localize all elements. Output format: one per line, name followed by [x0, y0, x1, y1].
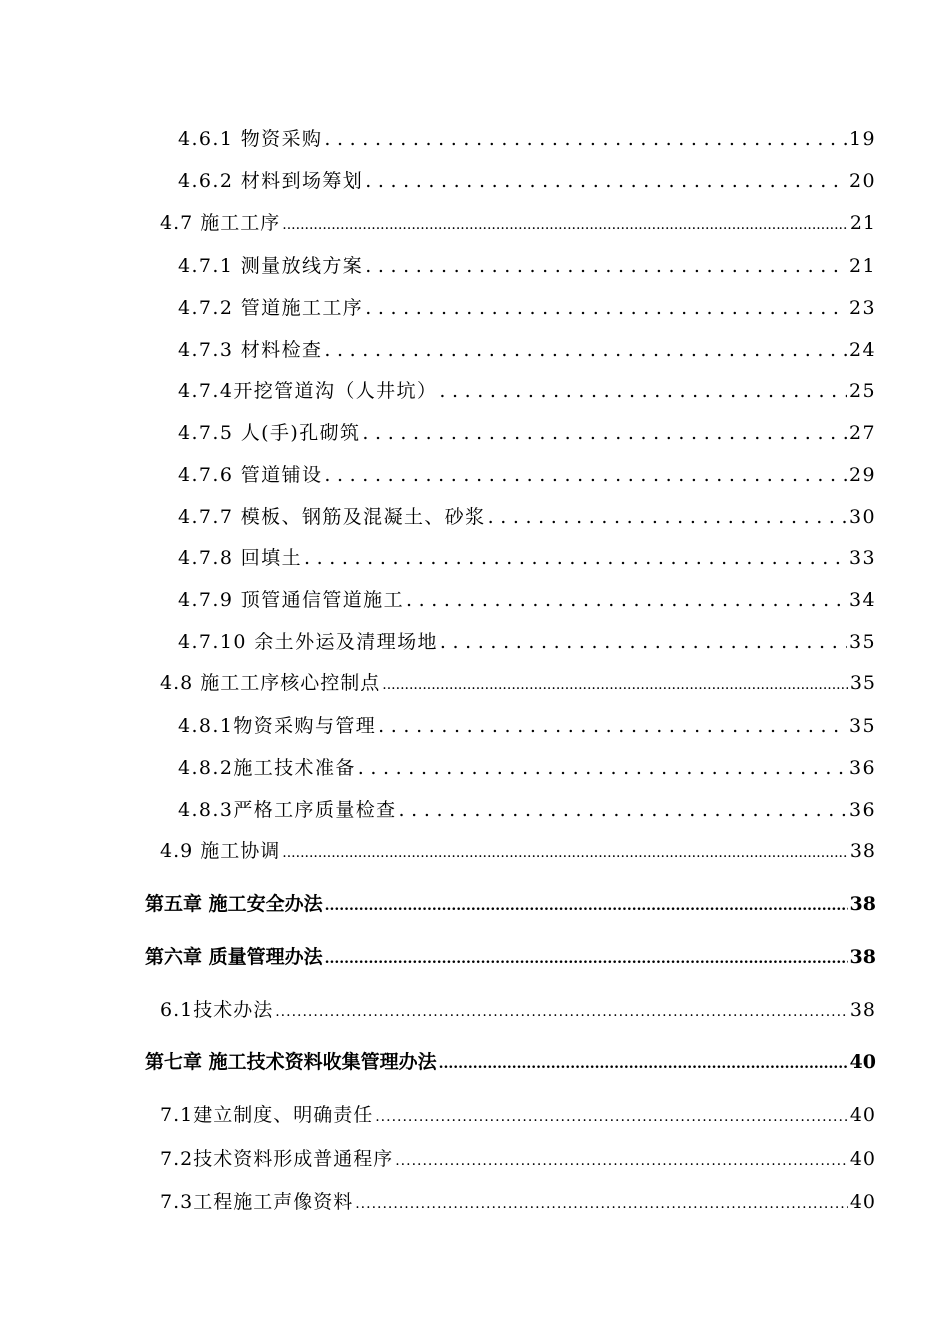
toc-page-number: 40 — [849, 1104, 876, 1126]
toc-page-number: 34 — [849, 589, 876, 611]
toc-entry[interactable] — [145, 1047, 876, 1074]
toc-page-number: 23 — [849, 297, 876, 319]
toc-page-number: 27 — [849, 422, 876, 444]
toc-page-number: 21 — [849, 255, 876, 277]
toc-entry-label: 7.1建立制度、明确责任 — [160, 1104, 374, 1126]
toc-entry[interactable] — [178, 795, 876, 822]
toc-entry[interactable] — [178, 166, 876, 193]
toc-page-number: 38 — [849, 999, 876, 1021]
toc-page-number: 35 — [849, 672, 876, 694]
toc-entry-label: 4.8.1物资采购与管理 — [178, 715, 377, 737]
toc-entry[interactable] — [178, 585, 876, 612]
toc-page-number: 36 — [849, 799, 876, 821]
toc-page-number: 40 — [849, 1191, 876, 1213]
toc-entry[interactable] — [145, 889, 876, 916]
toc-entry[interactable] — [178, 627, 876, 654]
toc-page-number: 38 — [849, 840, 876, 862]
toc-entry-label: 4.8 施工工序核心控制点 — [160, 672, 381, 694]
toc-page-number: 40 — [849, 1148, 876, 1170]
toc-entry[interactable] — [160, 1144, 876, 1171]
toc-entry[interactable] — [178, 543, 876, 570]
dot-leader — [282, 840, 848, 862]
dot-leader — [365, 255, 847, 277]
dot-leader — [439, 1051, 848, 1073]
dot-leader — [395, 1148, 848, 1170]
toc-entry[interactable] — [160, 1187, 876, 1214]
toc-entry-label: 4.7 施工工序 — [160, 212, 281, 234]
toc-entry-label: 4.6.2 材料到场筹划 — [178, 170, 364, 192]
toc-entry-label: 4.9 施工协调 — [160, 840, 281, 862]
toc-page-number: 21 — [849, 212, 876, 234]
dot-leader — [406, 589, 847, 611]
dot-leader — [282, 212, 848, 234]
dot-leader — [358, 757, 847, 779]
toc-entry-label: 4.7.3 材料检查 — [178, 339, 323, 361]
toc-page-number: 36 — [849, 757, 876, 779]
toc-entry[interactable] — [178, 251, 876, 278]
toc-page-number: 30 — [849, 506, 876, 528]
toc-entry-label: 4.7.2 管道施工工序 — [178, 297, 364, 319]
dot-leader — [439, 380, 847, 402]
dot-leader — [324, 339, 847, 361]
toc-entry-label: 6.1技术办法 — [160, 999, 274, 1021]
toc-page-number: 38 — [849, 946, 876, 968]
toc-entry-label: 4.7.4开挖管道沟（人井坑） — [178, 380, 438, 402]
toc-entry-label: 4.7.5 人(手)孔砌筑 — [178, 422, 361, 444]
toc-entry-label: 4.7.8 回填土 — [178, 547, 302, 569]
toc-entry-label: 第七章 施工技术资料收集管理办法 — [145, 1051, 437, 1073]
toc-page-number: 40 — [849, 1051, 876, 1073]
dot-leader — [362, 422, 847, 444]
dot-leader — [399, 799, 847, 821]
toc-entry-label: 4.8.3严格工序质量检查 — [178, 799, 397, 821]
toc-entry[interactable] — [160, 836, 876, 863]
toc-entry[interactable] — [160, 995, 876, 1022]
toc-entry-label: 4.7.1 测量放线方案 — [178, 255, 364, 277]
dot-leader — [440, 631, 847, 653]
toc-entry[interactable] — [160, 208, 876, 235]
toc-entry-label: 第五章 施工安全办法 — [145, 893, 323, 915]
dot-leader — [365, 297, 847, 319]
toc-entry[interactable] — [178, 418, 876, 445]
toc-entry-label: 7.3工程施工声像资料 — [160, 1191, 354, 1213]
toc-entry-label: 第六章 质量管理办法 — [145, 946, 323, 968]
toc-page-number: 35 — [849, 631, 876, 653]
toc-page-number: 29 — [849, 464, 876, 486]
toc-page-number: 24 — [849, 339, 876, 361]
toc-entry[interactable] — [178, 293, 876, 320]
toc-entry[interactable] — [178, 460, 876, 487]
toc-entry-label: 4.6.1 物资采购 — [178, 128, 323, 150]
dot-leader — [375, 1104, 848, 1126]
toc-entry[interactable] — [178, 376, 876, 403]
toc-entry-label: 4.8.2施工技术准备 — [178, 757, 356, 779]
toc-entry[interactable] — [178, 711, 876, 738]
dot-leader — [378, 715, 847, 737]
toc-page-number: 19 — [849, 128, 876, 150]
toc-page-number: 20 — [849, 170, 876, 192]
dot-leader — [488, 506, 847, 528]
toc-entry[interactable] — [178, 753, 876, 780]
dot-leader — [325, 946, 848, 968]
toc-entry[interactable] — [178, 335, 876, 362]
dot-leader — [355, 1191, 848, 1213]
dot-leader — [365, 170, 847, 192]
toc-page-number: 38 — [849, 893, 876, 915]
toc-page-number: 33 — [849, 547, 876, 569]
dot-leader — [382, 672, 848, 694]
toc-page-number: 25 — [849, 380, 876, 402]
toc-entry[interactable] — [178, 502, 876, 529]
dot-leader — [275, 999, 848, 1021]
dot-leader — [324, 464, 847, 486]
dot-leader — [324, 128, 847, 150]
toc-entry-label: 7.2技术资料形成普通程序 — [160, 1148, 394, 1170]
dot-leader — [325, 893, 848, 915]
toc-entry[interactable] — [178, 124, 876, 151]
toc-entry-label: 4.7.7 模板、钢筋及混凝土、砂浆 — [178, 506, 486, 528]
toc-page-number: 35 — [849, 715, 876, 737]
toc-entry-label: 4.7.6 管道铺设 — [178, 464, 323, 486]
toc-entry[interactable] — [160, 1100, 876, 1127]
toc-entry-label: 4.7.9 顶管通信管道施工 — [178, 589, 404, 611]
toc-entry[interactable] — [160, 668, 876, 695]
dot-leader — [304, 547, 847, 569]
toc-entry[interactable] — [145, 942, 876, 969]
toc-entry-label: 4.7.10 余土外运及清理场地 — [178, 631, 438, 653]
